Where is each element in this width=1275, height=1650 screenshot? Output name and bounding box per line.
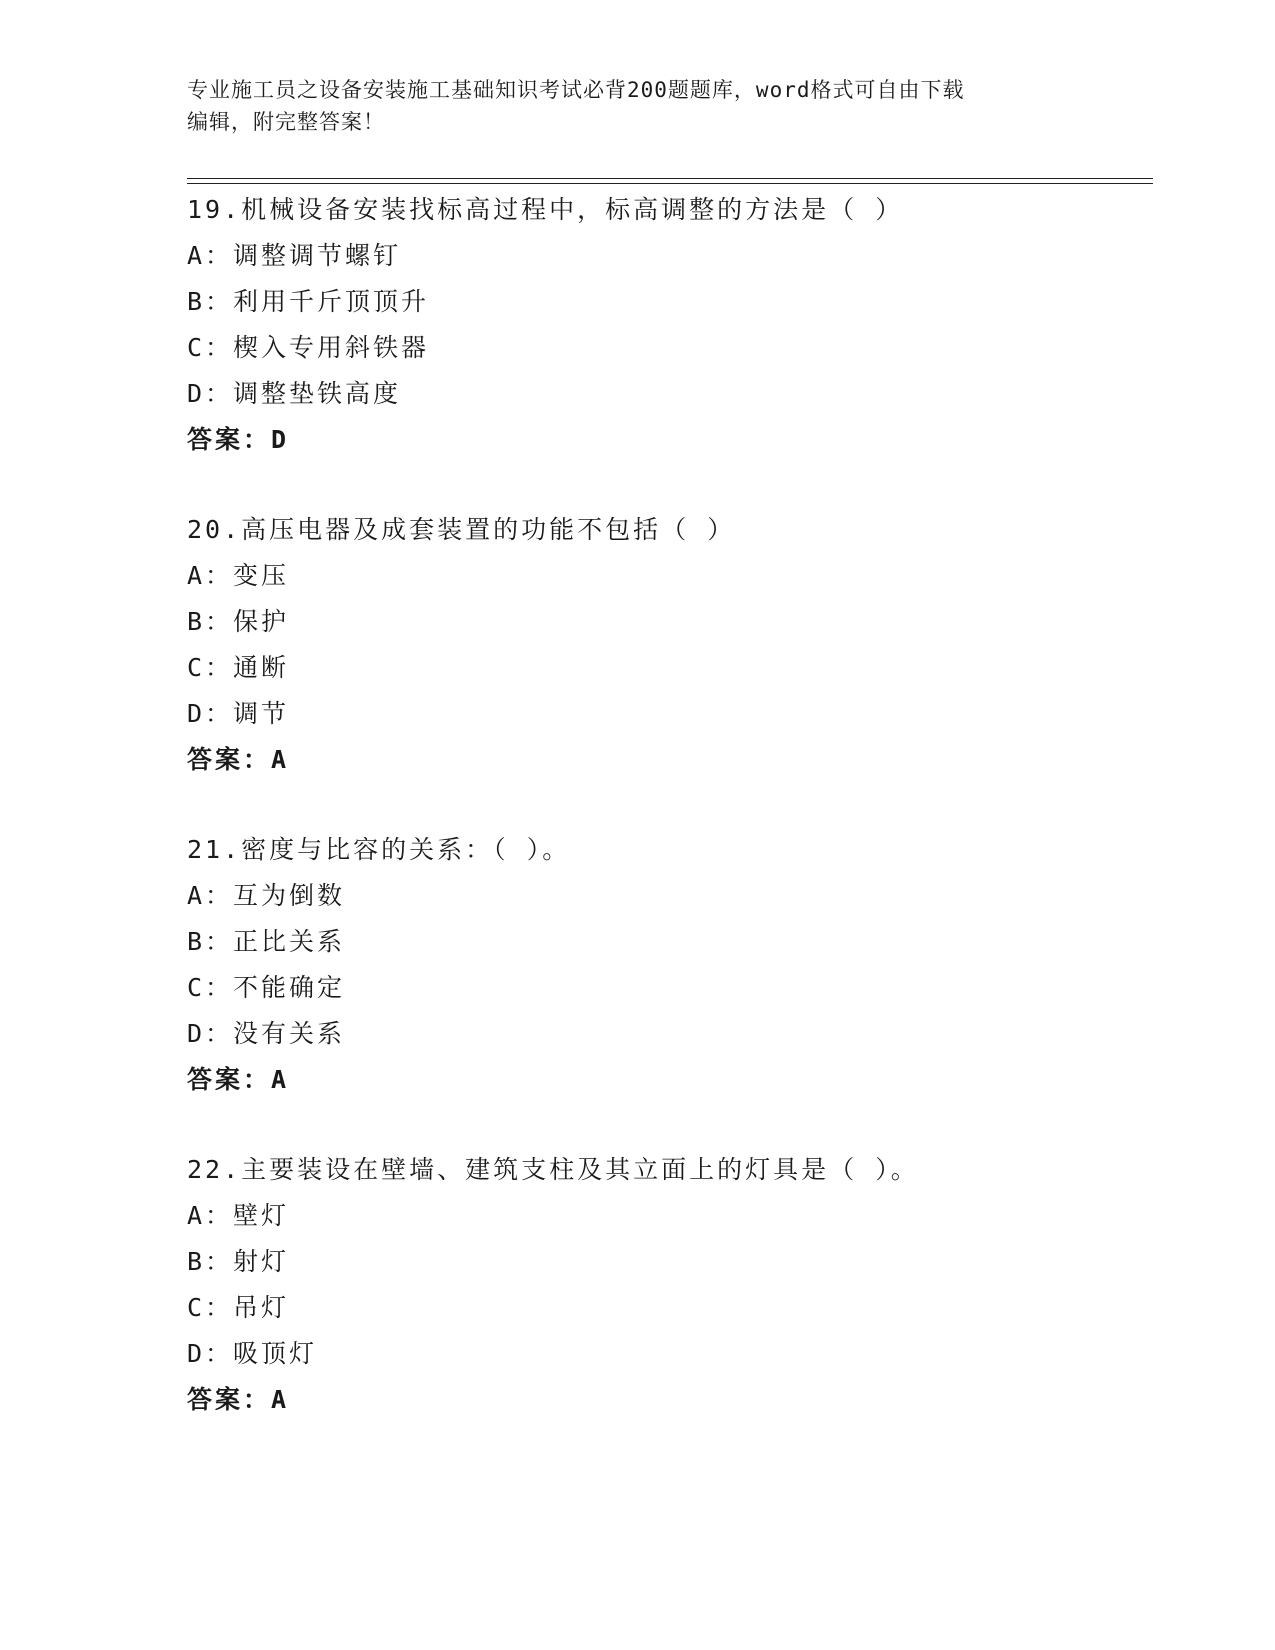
answer: 答案：A xyxy=(187,1065,290,1094)
question-21 xyxy=(187,827,1187,1103)
answer: 答案：D xyxy=(187,425,290,454)
answer: 答案：A xyxy=(187,745,290,774)
option-d: D：调整垫铁高度 xyxy=(187,379,402,408)
question-19 xyxy=(187,187,1187,463)
question-20 xyxy=(187,507,1187,783)
answer: 答案：A xyxy=(187,1385,290,1414)
option-d: D：没有关系 xyxy=(187,1019,346,1048)
option-d: D：吸顶灯 xyxy=(187,1339,318,1368)
option-a: A：壁灯 xyxy=(187,1201,290,1230)
question-title: 19.机械设备安装找标高过程中，标高调整的方法是（ ） xyxy=(187,195,904,224)
option-b: B：射灯 xyxy=(187,1247,290,1276)
header-line-2: 编辑，附完整答案！ xyxy=(187,110,385,134)
option-a: A：互为倒数 xyxy=(187,881,346,910)
option-c: C：楔入专用斜铁器 xyxy=(187,333,430,362)
question-22 xyxy=(187,1147,1187,1423)
question-title: 21.密度与比容的关系：（ ）。 xyxy=(187,835,571,864)
option-c: C：通断 xyxy=(187,653,290,682)
option-b: B：利用千斤顶顶升 xyxy=(187,287,430,316)
document-header xyxy=(187,74,1087,138)
option-b: B：正比关系 xyxy=(187,927,346,956)
option-c: C：吊灯 xyxy=(187,1293,290,1322)
question-title: 22.主要装设在壁墙、建筑支柱及其立面上的灯具是（ ）。 xyxy=(187,1155,919,1184)
option-a: A：调整调节螺钉 xyxy=(187,241,402,270)
header-line-1: 专业施工员之设备安装施工基础知识考试必背200题题库，word格式可自由下载 xyxy=(187,78,965,102)
option-d: D：调节 xyxy=(187,699,290,728)
header-divider xyxy=(187,178,1153,184)
option-b: B：保护 xyxy=(187,607,290,636)
question-title: 20.高压电器及成套装置的功能不包括（ ） xyxy=(187,515,736,544)
option-c: C：不能确定 xyxy=(187,973,346,1002)
option-a: A：变压 xyxy=(187,561,290,590)
